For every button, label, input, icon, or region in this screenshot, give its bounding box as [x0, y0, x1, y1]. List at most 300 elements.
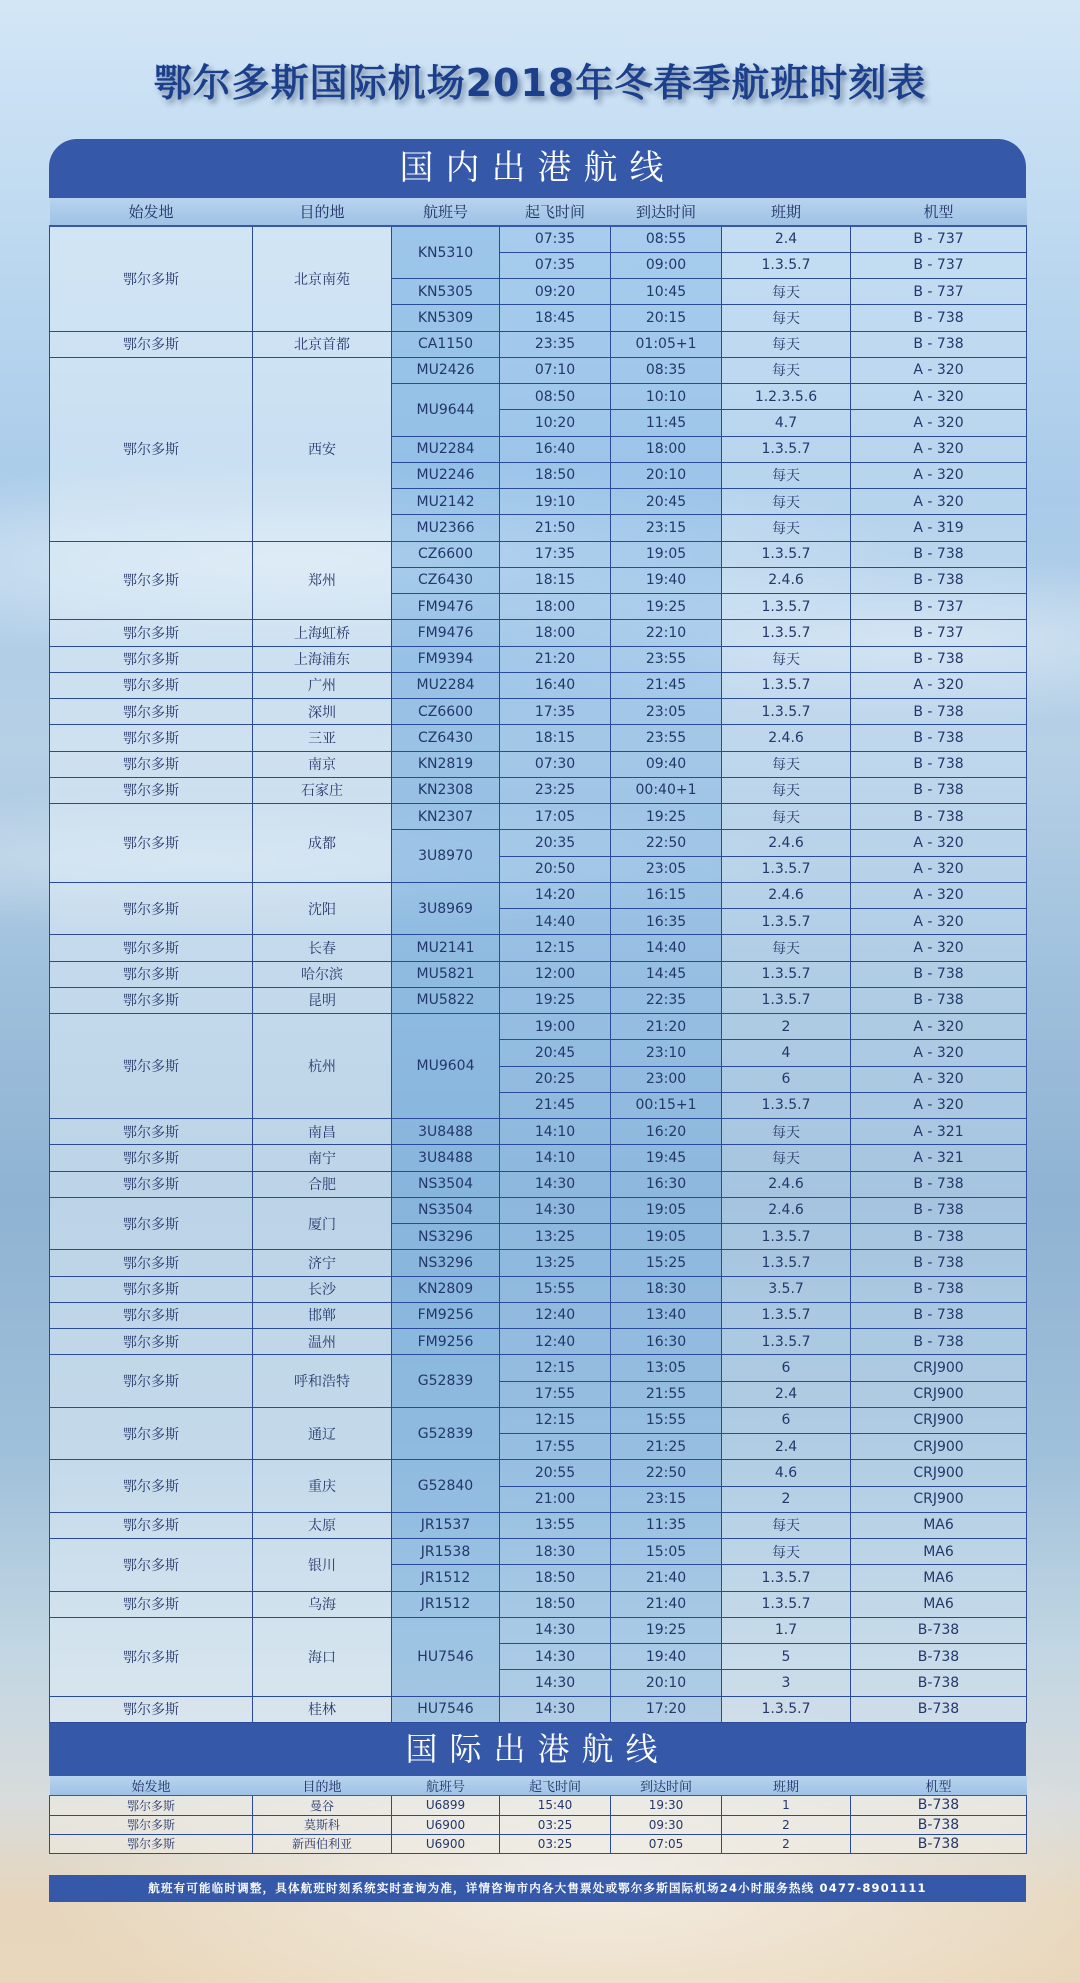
- departure-time-cell: 15:55: [500, 1276, 611, 1302]
- origin-cell: 鄂尔多斯: [50, 751, 253, 777]
- destination-cell: 呼和浩特: [253, 1355, 392, 1408]
- page-title: 鄂尔多斯国际机场2018年冬春季航班时刻表: [153, 61, 927, 105]
- departure-time-cell: 12:15: [500, 1407, 611, 1433]
- schedule-days-cell: 每天: [722, 331, 851, 357]
- origin-cell: 鄂尔多斯: [50, 1355, 253, 1408]
- arrival-time-cell: 18:00: [611, 436, 722, 462]
- departure-time-cell: 12:15: [500, 935, 611, 961]
- col-origin: 始发地: [50, 198, 253, 226]
- table-row: [50, 1276, 1027, 1302]
- departure-time-cell: 14:30: [500, 1644, 611, 1670]
- flight-number-cell: MU2246: [392, 462, 500, 488]
- origin-cell: 鄂尔多斯: [50, 1407, 253, 1460]
- col-days: 班期: [722, 1776, 851, 1796]
- aircraft-type-cell: B-738: [851, 1617, 1027, 1643]
- schedule-days-cell: 2.4.6: [722, 830, 851, 856]
- arrival-time-cell: 19:25: [611, 1617, 722, 1643]
- arrival-time-cell: 10:45: [611, 279, 722, 305]
- arrival-time-cell: 21:25: [611, 1434, 722, 1460]
- arrival-time-cell: 23:15: [611, 515, 722, 541]
- aircraft-type-cell: A - 320: [851, 384, 1027, 410]
- aircraft-type-cell: CRJ900: [851, 1355, 1027, 1381]
- arrival-time-cell: 22:10: [611, 620, 722, 646]
- destination-cell: 三亚: [253, 725, 392, 751]
- schedule-days-cell: 2: [722, 1486, 851, 1512]
- flight-number-cell: FM9256: [392, 1302, 500, 1328]
- origin-cell: 鄂尔多斯: [50, 1815, 253, 1834]
- schedule-days-cell: 3.5.7: [722, 1276, 851, 1302]
- arrival-time-cell: 15:55: [611, 1407, 722, 1433]
- destination-cell: 长沙: [253, 1276, 392, 1302]
- departure-time-cell: 18:50: [500, 1591, 611, 1617]
- origin-cell: 鄂尔多斯: [50, 1119, 253, 1145]
- arrival-time-cell: 11:35: [611, 1512, 722, 1538]
- arrival-time-cell: 20:45: [611, 489, 722, 515]
- departure-time-cell: 13:25: [500, 1250, 611, 1276]
- arrival-time-cell: 23:05: [611, 856, 722, 882]
- destination-cell: 太原: [253, 1512, 392, 1538]
- table-row: [50, 1171, 1027, 1197]
- arrival-time-cell: 19:05: [611, 541, 722, 567]
- schedule-days-cell: 1.3.5.7: [722, 1302, 851, 1328]
- arrival-time-cell: 21:20: [611, 1014, 722, 1040]
- aircraft-type-cell: B-738: [851, 1670, 1027, 1696]
- destination-cell: 沈阳: [253, 882, 392, 935]
- flight-number-cell: FM9394: [392, 646, 500, 672]
- arrival-time-cell: 10:10: [611, 384, 722, 410]
- table-row: [50, 1460, 1027, 1486]
- aircraft-type-cell: A - 320: [851, 1040, 1027, 1066]
- destination-cell: 莫斯科: [253, 1815, 392, 1834]
- aircraft-type-cell: A - 320: [851, 935, 1027, 961]
- destination-cell: 乌海: [253, 1591, 392, 1617]
- aircraft-type-cell: B - 738: [851, 777, 1027, 803]
- destination-cell: 哈尔滨: [253, 961, 392, 987]
- schedule-days-cell: 每天: [722, 1145, 851, 1171]
- destination-cell: 石家庄: [253, 777, 392, 803]
- arrival-time-cell: 16:35: [611, 909, 722, 935]
- departure-time-cell: 10:20: [500, 410, 611, 436]
- aircraft-type-cell: B - 738: [851, 567, 1027, 593]
- arrival-time-cell: 14:40: [611, 935, 722, 961]
- col-aircraft: 机型: [851, 1776, 1027, 1796]
- arrival-time-cell: 07:05: [611, 1834, 722, 1853]
- aircraft-type-cell: MA6: [851, 1512, 1027, 1538]
- arrival-time-cell: 23:05: [611, 699, 722, 725]
- departure-time-cell: 17:55: [500, 1434, 611, 1460]
- table-row: [50, 1407, 1027, 1433]
- flight-number-cell: 3U8488: [392, 1145, 500, 1171]
- departure-time-cell: 03:25: [500, 1834, 611, 1853]
- col-days: 班期: [722, 198, 851, 226]
- flight-number-cell: CZ6430: [392, 725, 500, 751]
- flight-number-cell: NS3296: [392, 1250, 500, 1276]
- aircraft-type-cell: MA6: [851, 1565, 1027, 1591]
- departure-time-cell: 03:25: [500, 1815, 611, 1834]
- destination-cell: 济宁: [253, 1250, 392, 1276]
- table-row: [50, 725, 1027, 751]
- flight-number-cell: JR1538: [392, 1539, 500, 1565]
- col-aircraft: 机型: [851, 198, 1027, 226]
- table-row: [50, 1302, 1027, 1328]
- aircraft-type-cell: B - 737: [851, 594, 1027, 620]
- destination-cell: 南宁: [253, 1145, 392, 1171]
- col-arrival: 到达时间: [611, 198, 722, 226]
- departure-time-cell: 12:00: [500, 961, 611, 987]
- departure-time-cell: 21:00: [500, 1486, 611, 1512]
- departure-time-cell: 18:50: [500, 1565, 611, 1591]
- flight-number-cell: CA1150: [392, 331, 500, 357]
- arrival-time-cell: 13:05: [611, 1355, 722, 1381]
- destination-cell: 长春: [253, 935, 392, 961]
- aircraft-type-cell: B - 738: [851, 1302, 1027, 1328]
- col-departure: 起飞时间: [500, 198, 611, 226]
- origin-cell: 鄂尔多斯: [50, 1696, 253, 1722]
- aircraft-type-cell: A - 320: [851, 856, 1027, 882]
- departure-time-cell: 14:20: [500, 882, 611, 908]
- arrival-time-cell: 22:50: [611, 830, 722, 856]
- aircraft-type-cell: B - 737: [851, 279, 1027, 305]
- flight-number-cell: MU2142: [392, 489, 500, 515]
- col-origin: 始发地: [50, 1776, 253, 1796]
- footer-notice: 航班有可能临时调整，具体航班时刻系统实时查询为准，详情咨询市内各大售票处或鄂尔多斯国际机场24小时服务热线 0477-8901111: [49, 1875, 1026, 1902]
- schedule-days-cell: 2.4.6: [722, 725, 851, 751]
- aircraft-type-cell: A - 320: [851, 410, 1027, 436]
- schedule-days-cell: 1.7: [722, 1617, 851, 1643]
- arrival-time-cell: 15:25: [611, 1250, 722, 1276]
- aircraft-type-cell: B - 738: [851, 1197, 1027, 1223]
- col-destination: 目的地: [253, 1776, 392, 1796]
- departure-time-cell: 18:00: [500, 594, 611, 620]
- table-row: [50, 804, 1027, 830]
- origin-cell: 鄂尔多斯: [50, 804, 253, 883]
- departure-time-cell: 18:00: [500, 620, 611, 646]
- schedule-days-cell: 每天: [722, 777, 851, 803]
- arrival-time-cell: 19:40: [611, 1644, 722, 1670]
- origin-cell: 鄂尔多斯: [50, 331, 253, 357]
- aircraft-type-cell: B-738: [851, 1834, 1027, 1853]
- arrival-time-cell: 21:55: [611, 1381, 722, 1407]
- table-row: [50, 987, 1027, 1013]
- destination-cell: 上海虹桥: [253, 620, 392, 646]
- flight-number-cell: CZ6600: [392, 699, 500, 725]
- aircraft-type-cell: A - 320: [851, 909, 1027, 935]
- destination-cell: 邯郸: [253, 1302, 392, 1328]
- aircraft-type-cell: B - 737: [851, 226, 1027, 252]
- departure-time-cell: 13:25: [500, 1224, 611, 1250]
- domestic-header-row: [50, 198, 1027, 226]
- flight-number-cell: KN5310: [392, 226, 500, 279]
- schedule-days-cell: 2: [722, 1014, 851, 1040]
- schedule-days-cell: 1.3.5.7: [722, 252, 851, 278]
- arrival-time-cell: 23:10: [611, 1040, 722, 1066]
- schedule-days-cell: 1.3.5.7: [722, 1696, 851, 1722]
- arrival-time-cell: 18:30: [611, 1276, 722, 1302]
- aircraft-type-cell: A - 320: [851, 830, 1027, 856]
- arrival-time-cell: 17:20: [611, 1696, 722, 1722]
- table-row: [50, 1617, 1027, 1643]
- flight-number-cell: CZ6430: [392, 567, 500, 593]
- aircraft-type-cell: A - 320: [851, 882, 1027, 908]
- destination-cell: 桂林: [253, 1696, 392, 1722]
- schedule-days-cell: 每天: [722, 1512, 851, 1538]
- schedule-days-cell: 2.4.6: [722, 1197, 851, 1223]
- flight-number-cell: FM9476: [392, 594, 500, 620]
- arrival-time-cell: 13:40: [611, 1302, 722, 1328]
- schedule-days-cell: 每天: [722, 1119, 851, 1145]
- origin-cell: 鄂尔多斯: [50, 1539, 253, 1592]
- arrival-time-cell: 19:25: [611, 594, 722, 620]
- aircraft-type-cell: B - 738: [851, 646, 1027, 672]
- schedule-days-cell: 1.3.5.7: [722, 620, 851, 646]
- departure-time-cell: 07:35: [500, 226, 611, 252]
- departure-time-cell: 12:40: [500, 1329, 611, 1355]
- table-row: [50, 961, 1027, 987]
- schedule-days-cell: 每天: [722, 357, 851, 383]
- flight-number-cell: JR1512: [392, 1591, 500, 1617]
- destination-cell: 通辽: [253, 1407, 392, 1460]
- destination-cell: 南昌: [253, 1119, 392, 1145]
- flight-number-cell: 3U8488: [392, 1119, 500, 1145]
- domestic-banner: 国内出港航线: [49, 139, 1026, 198]
- flight-number-cell: CZ6600: [392, 541, 500, 567]
- arrival-time-cell: 22:50: [611, 1460, 722, 1486]
- aircraft-type-cell: B - 737: [851, 620, 1027, 646]
- arrival-time-cell: 15:05: [611, 1539, 722, 1565]
- destination-cell: 曼谷: [253, 1796, 392, 1815]
- departure-time-cell: 13:55: [500, 1512, 611, 1538]
- departure-time-cell: 14:10: [500, 1119, 611, 1145]
- arrival-time-cell: 21:40: [611, 1565, 722, 1591]
- flight-number-cell: NS3504: [392, 1171, 500, 1197]
- international-banner: 国际出港航线: [49, 1723, 1026, 1776]
- aircraft-type-cell: B-738: [851, 1644, 1027, 1670]
- departure-time-cell: 19:10: [500, 489, 611, 515]
- flight-number-cell: KN2809: [392, 1276, 500, 1302]
- schedule-days-cell: 1.3.5.7: [722, 1092, 851, 1118]
- departure-time-cell: 14:30: [500, 1171, 611, 1197]
- schedule-days-cell: 6: [722, 1355, 851, 1381]
- destination-cell: 合肥: [253, 1171, 392, 1197]
- departure-time-cell: 17:35: [500, 699, 611, 725]
- schedule-days-cell: 1.3.5.7: [722, 699, 851, 725]
- departure-time-cell: 20:25: [500, 1066, 611, 1092]
- arrival-time-cell: 16:30: [611, 1171, 722, 1197]
- schedule-days-cell: 1.2.3.5.6: [722, 384, 851, 410]
- departure-time-cell: 12:40: [500, 1302, 611, 1328]
- origin-cell: 鄂尔多斯: [50, 699, 253, 725]
- schedule-days-cell: 2: [722, 1834, 851, 1853]
- table-row: [50, 1145, 1027, 1171]
- departure-time-cell: 19:25: [500, 987, 611, 1013]
- arrival-time-cell: 20:10: [611, 1670, 722, 1696]
- origin-cell: 鄂尔多斯: [50, 987, 253, 1013]
- table-row: [50, 672, 1027, 698]
- schedule-days-cell: 1.3.5.7: [722, 672, 851, 698]
- schedule-days-cell: 1.3.5.7: [722, 1565, 851, 1591]
- table-row: [50, 541, 1027, 567]
- departure-time-cell: 14:30: [500, 1670, 611, 1696]
- schedule-days-cell: 4.6: [722, 1460, 851, 1486]
- flight-number-cell: JR1537: [392, 1512, 500, 1538]
- international-header-row: [50, 1776, 1027, 1796]
- schedule-days-cell: 2.4: [722, 1381, 851, 1407]
- aircraft-type-cell: B - 738: [851, 725, 1027, 751]
- flight-number-cell: KN5309: [392, 305, 500, 331]
- arrival-time-cell: 08:55: [611, 226, 722, 252]
- table-row: [50, 1329, 1027, 1355]
- flight-number-cell: U6900: [392, 1834, 500, 1853]
- departure-time-cell: 14:30: [500, 1197, 611, 1223]
- schedule-days-cell: 每天: [722, 515, 851, 541]
- schedule-days-cell: 4.7: [722, 410, 851, 436]
- flight-number-cell: NS3296: [392, 1224, 500, 1250]
- flight-number-cell: G52839: [392, 1407, 500, 1460]
- destination-cell: 银川: [253, 1539, 392, 1592]
- aircraft-type-cell: B - 738: [851, 961, 1027, 987]
- destination-cell: 重庆: [253, 1460, 392, 1513]
- departure-time-cell: 20:50: [500, 856, 611, 882]
- col-arrival: 到达时间: [611, 1776, 722, 1796]
- arrival-time-cell: 08:35: [611, 357, 722, 383]
- schedule-days-cell: 6: [722, 1066, 851, 1092]
- departure-time-cell: 07:30: [500, 751, 611, 777]
- arrival-time-cell: 19:45: [611, 1145, 722, 1171]
- aircraft-type-cell: B - 738: [851, 751, 1027, 777]
- origin-cell: 鄂尔多斯: [50, 961, 253, 987]
- aircraft-type-cell: B - 738: [851, 331, 1027, 357]
- schedule-days-cell: 1.3.5.7: [722, 1329, 851, 1355]
- aircraft-type-cell: B - 738: [851, 1224, 1027, 1250]
- origin-cell: 鄂尔多斯: [50, 882, 253, 935]
- table-row: [50, 1250, 1027, 1276]
- aircraft-type-cell: B - 737: [851, 252, 1027, 278]
- flight-number-cell: FM9476: [392, 620, 500, 646]
- table-row: [50, 1119, 1027, 1145]
- table-row: [50, 1014, 1027, 1040]
- destination-cell: 昆明: [253, 987, 392, 1013]
- origin-cell: 鄂尔多斯: [50, 1276, 253, 1302]
- flight-number-cell: MU2366: [392, 515, 500, 541]
- schedule-days-cell: 1.3.5.7: [722, 909, 851, 935]
- departure-time-cell: 12:15: [500, 1355, 611, 1381]
- aircraft-type-cell: B-738: [851, 1796, 1027, 1815]
- arrival-time-cell: 21:40: [611, 1591, 722, 1617]
- schedule-days-cell: 1.3.5.7: [722, 1250, 851, 1276]
- schedule-days-cell: 2.4: [722, 226, 851, 252]
- origin-cell: 鄂尔多斯: [50, 1014, 253, 1119]
- departure-time-cell: 21:45: [500, 1092, 611, 1118]
- flight-number-cell: 3U8969: [392, 882, 500, 935]
- origin-cell: 鄂尔多斯: [50, 1834, 253, 1853]
- destination-cell: 海口: [253, 1617, 392, 1696]
- origin-cell: 鄂尔多斯: [50, 1197, 253, 1250]
- aircraft-type-cell: B - 738: [851, 1329, 1027, 1355]
- arrival-time-cell: 19:40: [611, 567, 722, 593]
- schedule-days-cell: 1.3.5.7: [722, 987, 851, 1013]
- departure-time-cell: 16:40: [500, 436, 611, 462]
- aircraft-type-cell: A - 320: [851, 489, 1027, 515]
- flight-number-cell: U6899: [392, 1796, 500, 1815]
- departure-time-cell: 18:15: [500, 725, 611, 751]
- departure-time-cell: 16:40: [500, 672, 611, 698]
- table-row: [50, 1539, 1027, 1565]
- aircraft-type-cell: A - 320: [851, 436, 1027, 462]
- flight-number-cell: MU2141: [392, 935, 500, 961]
- departure-time-cell: 09:20: [500, 279, 611, 305]
- aircraft-type-cell: A - 321: [851, 1119, 1027, 1145]
- departure-time-cell: 15:40: [500, 1796, 611, 1815]
- arrival-time-cell: 09:00: [611, 252, 722, 278]
- arrival-time-cell: 21:45: [611, 672, 722, 698]
- schedule-days-cell: 2.4.6: [722, 567, 851, 593]
- destination-cell: 新西伯利亚: [253, 1834, 392, 1853]
- aircraft-type-cell: B - 738: [851, 1250, 1027, 1276]
- schedule-days-cell: 每天: [722, 279, 851, 305]
- table-row: [50, 646, 1027, 672]
- flight-number-cell: 3U8970: [392, 830, 500, 883]
- col-departure: 起飞时间: [500, 1776, 611, 1796]
- schedule-days-cell: 每天: [722, 305, 851, 331]
- flight-number-cell: MU2426: [392, 357, 500, 383]
- destination-cell: 杭州: [253, 1014, 392, 1119]
- origin-cell: 鄂尔多斯: [50, 620, 253, 646]
- schedule-days-cell: 4: [722, 1040, 851, 1066]
- flight-number-cell: U6900: [392, 1815, 500, 1834]
- destination-cell: 温州: [253, 1329, 392, 1355]
- departure-time-cell: 17:35: [500, 541, 611, 567]
- flight-number-cell: JR1512: [392, 1565, 500, 1591]
- destination-cell: 成都: [253, 804, 392, 883]
- arrival-time-cell: 09:40: [611, 751, 722, 777]
- arrival-time-cell: 00:40+1: [611, 777, 722, 803]
- departure-time-cell: 07:35: [500, 252, 611, 278]
- arrival-time-cell: 19:05: [611, 1224, 722, 1250]
- arrival-time-cell: 23:55: [611, 646, 722, 672]
- aircraft-type-cell: A - 320: [851, 357, 1027, 383]
- flight-number-cell: HU7546: [392, 1696, 500, 1722]
- schedule-card: [49, 139, 1026, 1854]
- origin-cell: 鄂尔多斯: [50, 357, 253, 541]
- arrival-time-cell: 23:15: [611, 1486, 722, 1512]
- aircraft-type-cell: CRJ900: [851, 1407, 1027, 1433]
- schedule-days-cell: 1.3.5.7: [722, 856, 851, 882]
- arrival-time-cell: 14:45: [611, 961, 722, 987]
- arrival-time-cell: 01:05+1: [611, 331, 722, 357]
- schedule-days-cell: 每天: [722, 751, 851, 777]
- aircraft-type-cell: MA6: [851, 1591, 1027, 1617]
- table-row: [50, 699, 1027, 725]
- schedule-days-cell: 1: [722, 1796, 851, 1815]
- origin-cell: 鄂尔多斯: [50, 226, 253, 331]
- table-row: [50, 1355, 1027, 1381]
- departure-time-cell: 20:55: [500, 1460, 611, 1486]
- schedule-days-cell: 3: [722, 1670, 851, 1696]
- schedule-days-cell: 6: [722, 1407, 851, 1433]
- schedule-days-cell: 5: [722, 1644, 851, 1670]
- aircraft-type-cell: CRJ900: [851, 1486, 1027, 1512]
- table-row: [50, 1512, 1027, 1538]
- arrival-time-cell: 09:30: [611, 1815, 722, 1834]
- aircraft-type-cell: A - 321: [851, 1145, 1027, 1171]
- departure-time-cell: 18:45: [500, 305, 611, 331]
- aircraft-type-cell: B - 738: [851, 804, 1027, 830]
- departure-time-cell: 14:30: [500, 1617, 611, 1643]
- flight-number-cell: MU2284: [392, 436, 500, 462]
- schedule-days-cell: 每天: [722, 935, 851, 961]
- table-row: [50, 1796, 1027, 1815]
- departure-time-cell: 19:00: [500, 1014, 611, 1040]
